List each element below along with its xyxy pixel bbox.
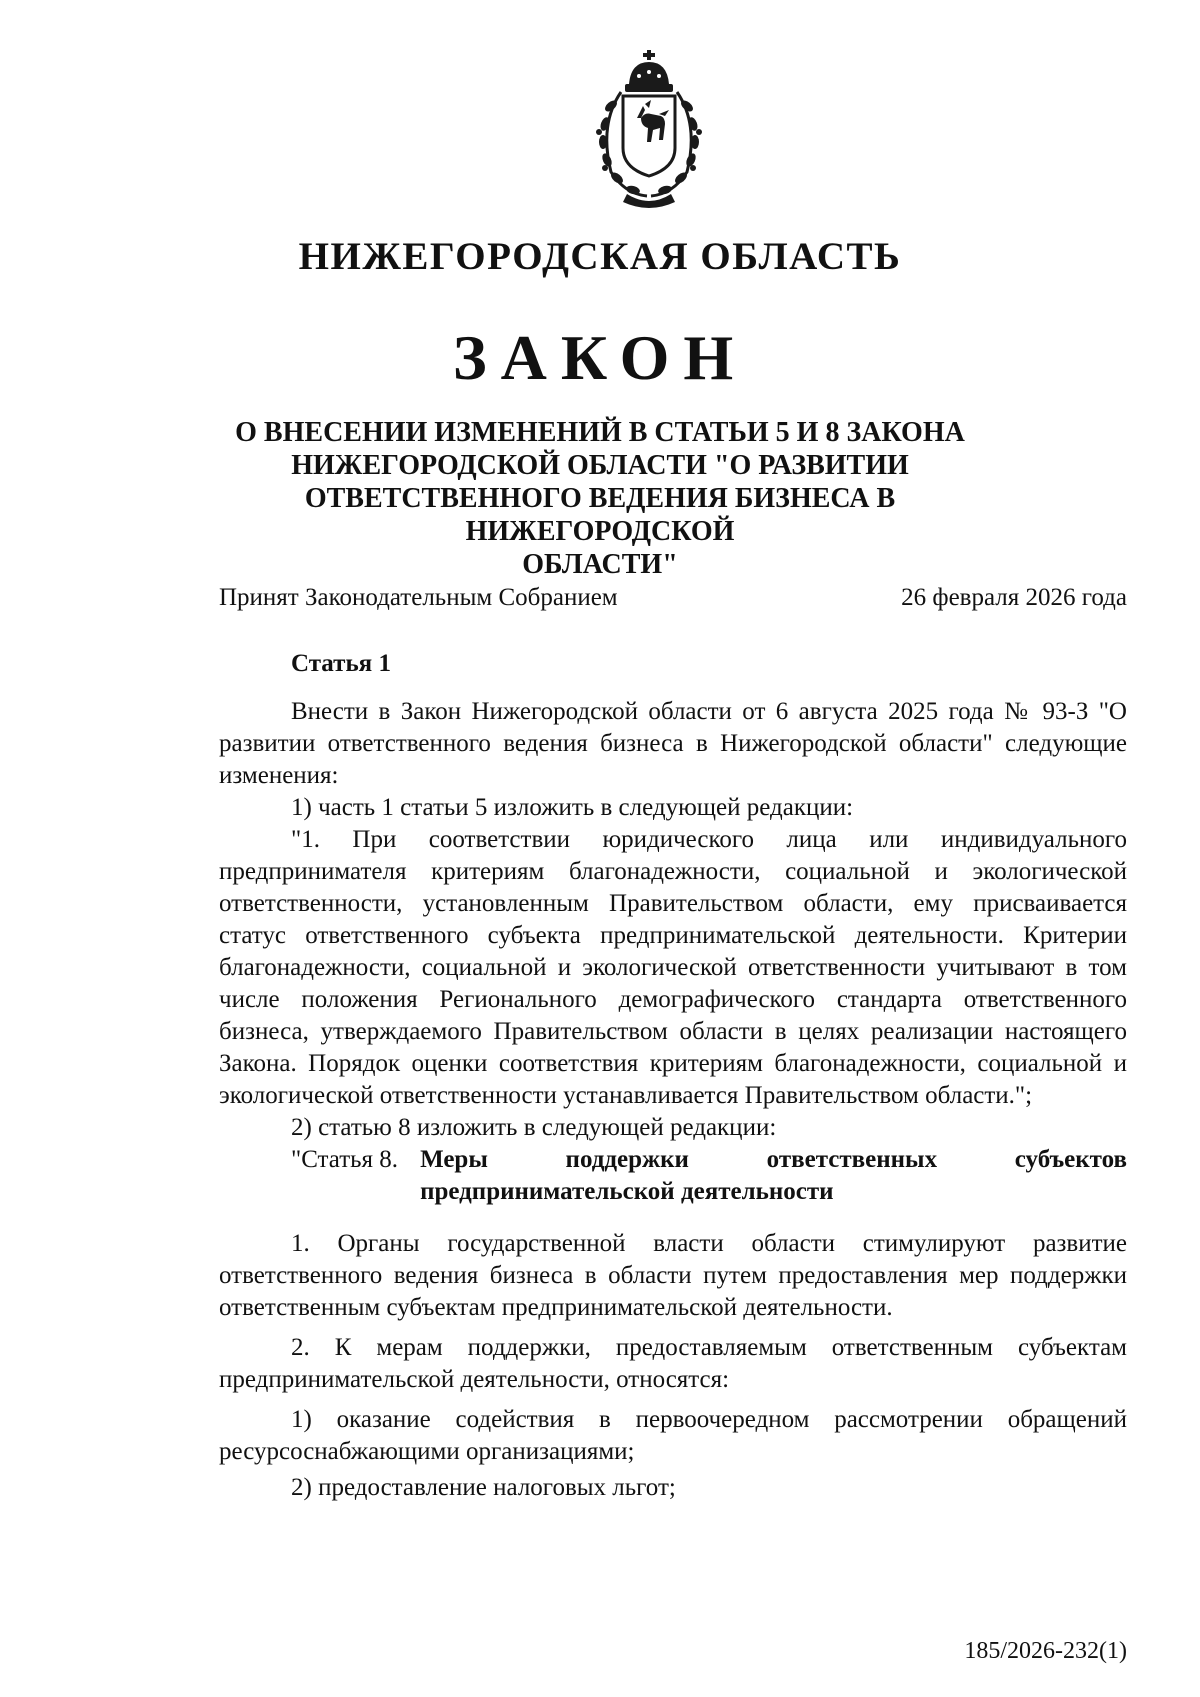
- adoption-line: [219, 582, 1127, 614]
- article8-title: [420, 1144, 1127, 1208]
- law-title: [200, 416, 1000, 581]
- article-intro: Внести в Закон Нижегородской области от 6 августа 2025 года № 93-З "О развитии ответственного ведения бизнеса в Нижегородской области" следующие изменения:: [219, 698, 1127, 789]
- amendment-text: "1. При соответствии юридического лица или индивидуального предпринимателя критериям благонадежности, социальной и экологической ответственности, установленным Правительством области, ему присваивается статус ответственного субъекта предпринимательской деятельности. Критерии благонадежности, социальной и экологической ответственности учитывают в том числе положения Регионального демографического стандарта ответственного бизнеса, утверждаемого Правительством области в целях реализации настоящего Закона. Порядок оценки соответствия критериям благонадежности, социальной и экологической ответственности устанавливается Правительством области.";: [219, 826, 1127, 1109]
- law-title-line: О ВНЕСЕНИИ ИЗМЕНЕНИЙ В СТАТЬИ 5 И 8 ЗАКОНА: [235, 417, 965, 448]
- document-type: ЗАКОН: [452, 322, 748, 393]
- law-title-line: ОТВЕТСТВЕННОГО ВЕДЕНИЯ БИЗНЕСА В НИЖЕГОРОДСКОЙ: [304, 483, 896, 547]
- support-measure-item: 2) предоставление налоговых льгот;: [291, 1474, 676, 1501]
- adoption-date: 26 февраля 2026 года: [901, 584, 1127, 611]
- article8-title-line: Меры поддержки ответственных субъектов: [420, 1146, 1127, 1173]
- law-title-line: НИЖЕГОРОДСКОЙ ОБЛАСТИ "О РАЗВИТИИ: [291, 450, 909, 481]
- article-heading: Статья 1: [291, 650, 391, 677]
- article8-paragraph: 1. Органы государственной власти области стимулируют развитие ответственного ведения бизнеса в области путем предоставления мер поддержки ответственным субъектам предпринимательской деятельности.: [219, 1230, 1127, 1321]
- article8-title-line: предпринимательской деятельности: [420, 1178, 834, 1205]
- support-measure-item: 1) оказание содействия в первоочередном рассмотрении обращений ресурсоснабжающими организациями;: [219, 1406, 1127, 1465]
- adoption-label: Принят Законодательным Собранием: [219, 584, 618, 611]
- amendment-item: 1) часть 1 статьи 5 изложить в следующей редакции:: [291, 794, 854, 821]
- article8-label: "Статья 8.: [291, 1146, 399, 1173]
- law-title-line: ОБЛАСТИ": [522, 549, 678, 580]
- article8-paragraph: 2. К мерам поддержки, предоставляемым ответственным субъектам предпринимательской деятельности, относятся:: [219, 1334, 1127, 1393]
- amendment-item: 2) статью 8 изложить в следующей редакции:: [291, 1114, 777, 1141]
- article8-header: [219, 1144, 1127, 1208]
- document-number: 185/2026-232(1): [964, 1638, 1127, 1664]
- region-name: НИЖЕГОРОДСКАЯ ОБЛАСТЬ: [298, 235, 902, 278]
- coat-of-arms-icon: [585, 44, 735, 209]
- law-body: [219, 648, 1127, 1504]
